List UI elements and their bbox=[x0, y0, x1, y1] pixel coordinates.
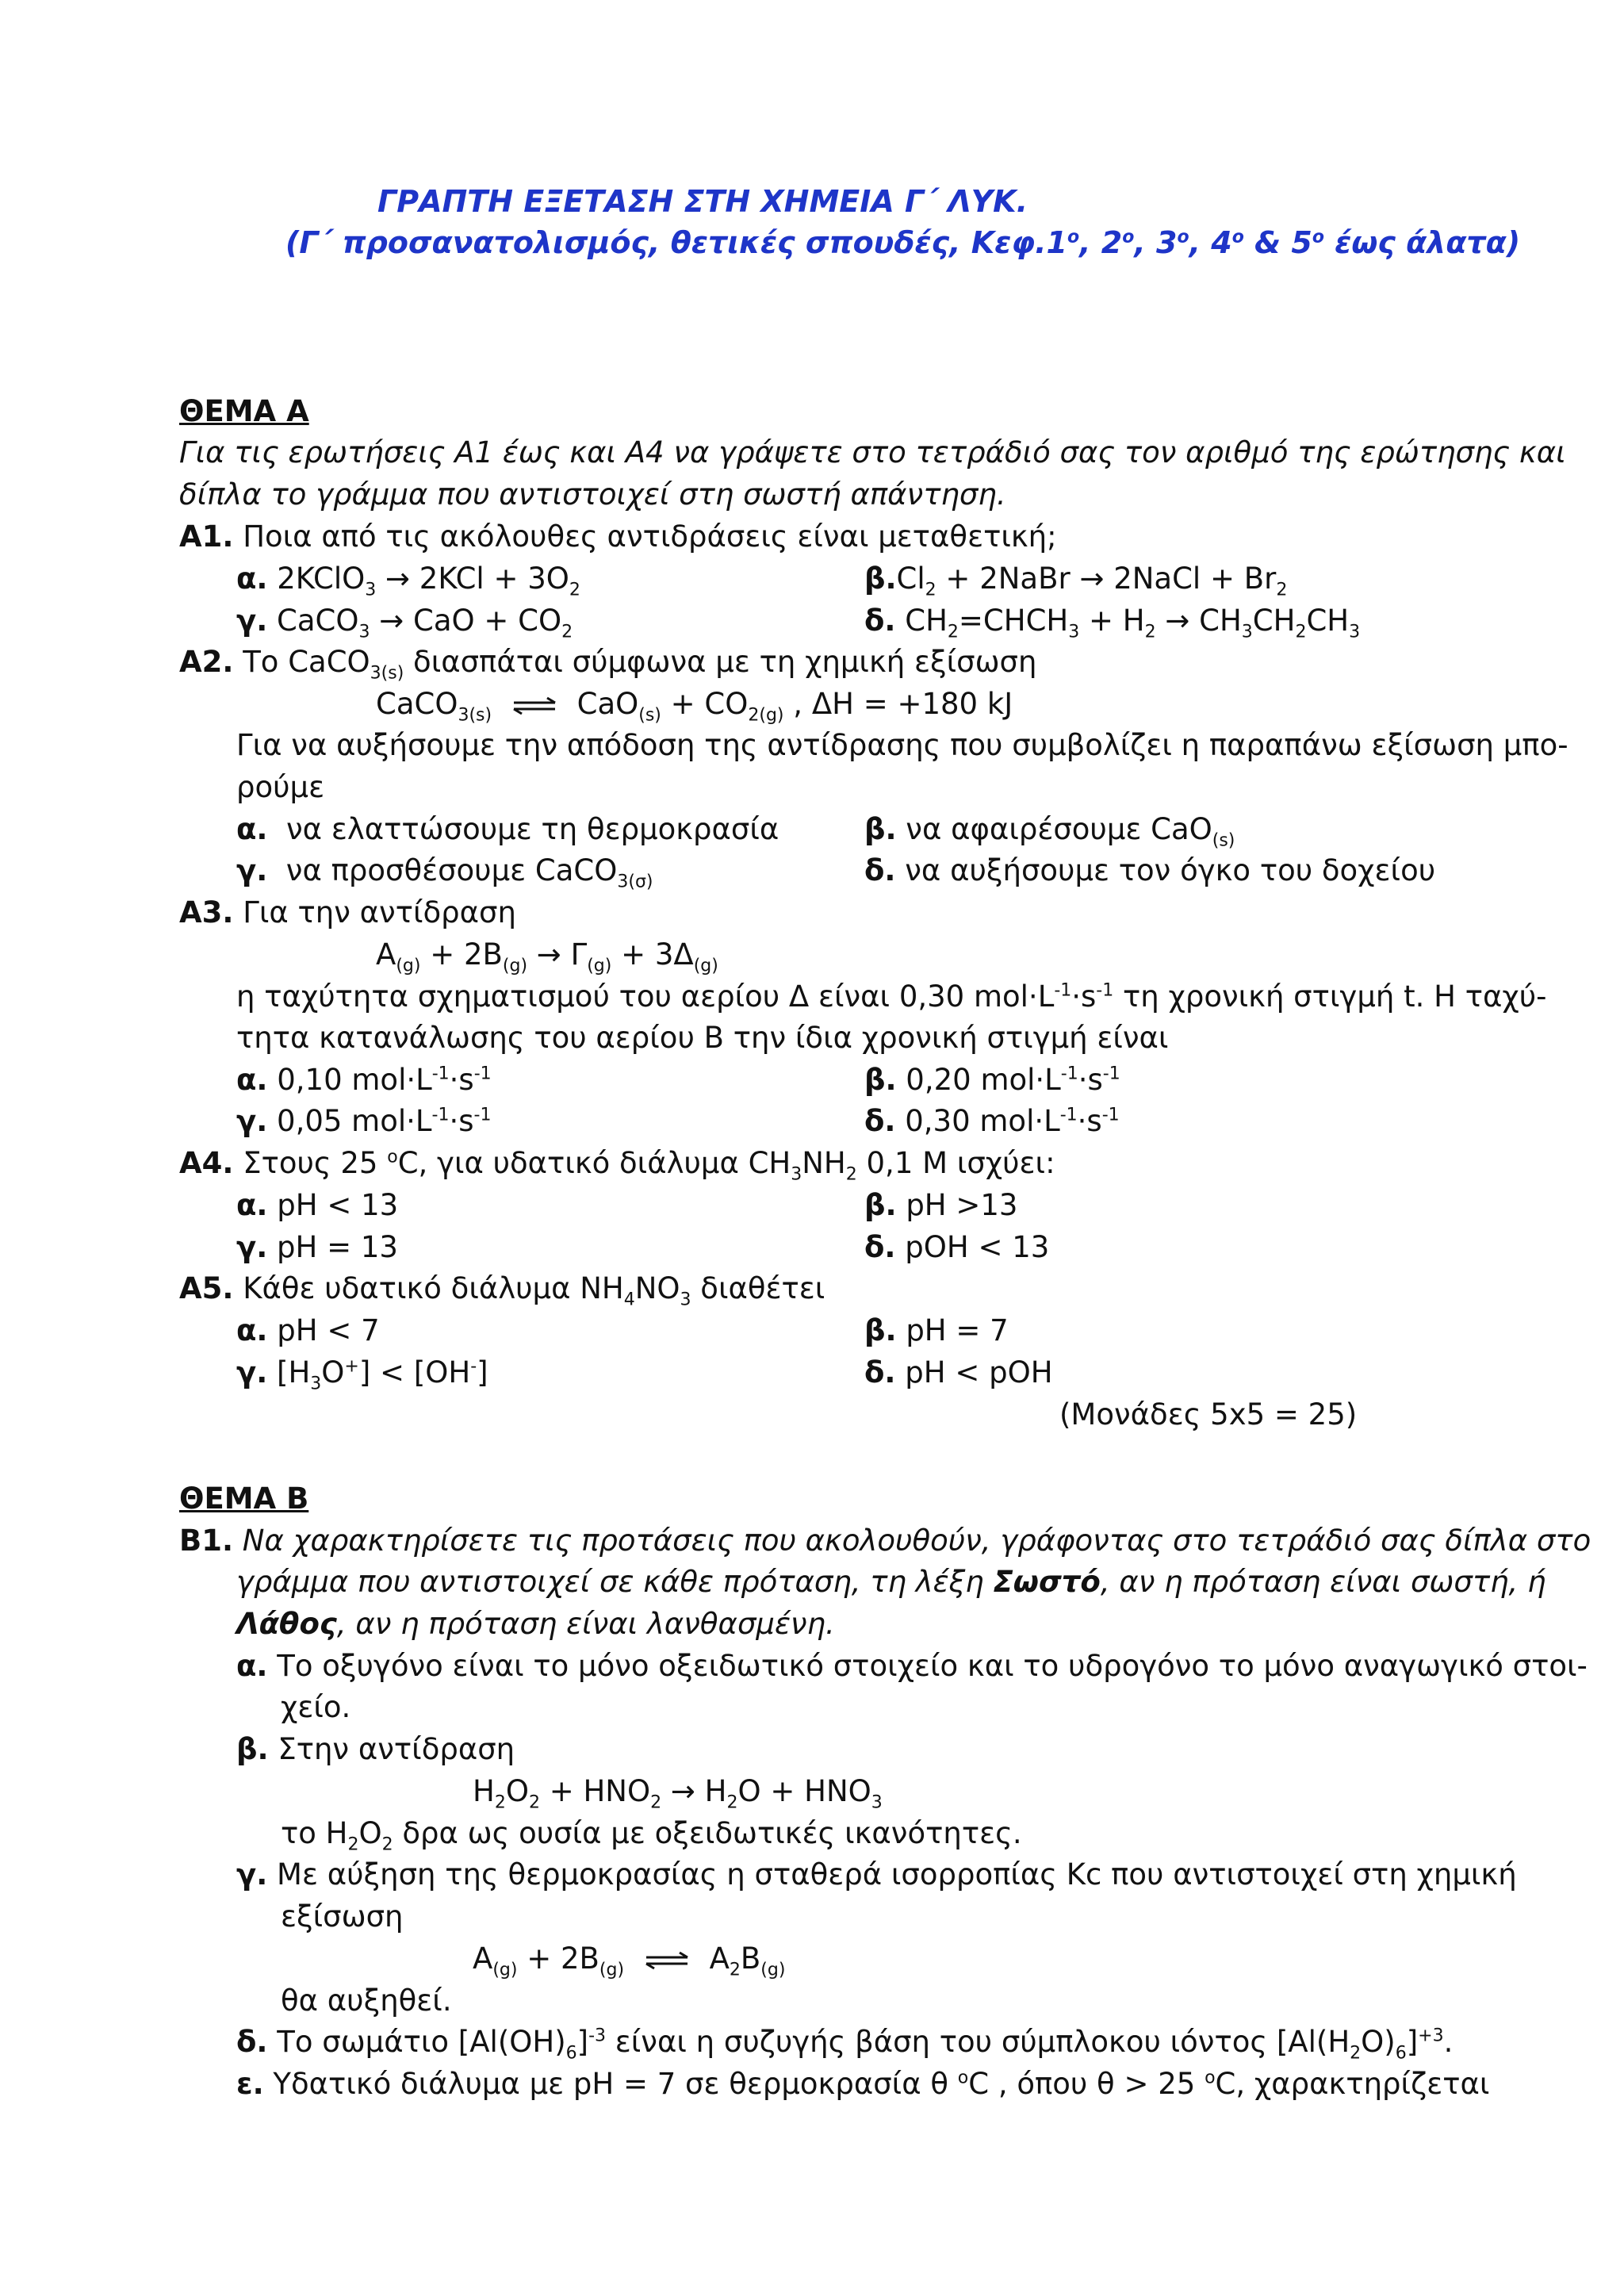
option-label: δ. bbox=[864, 1104, 896, 1138]
option-text: pH = 7 bbox=[906, 1313, 1009, 1347]
a2-label: Α2. bbox=[179, 645, 234, 679]
option-text: pH < pOH bbox=[905, 1355, 1053, 1389]
a1-question bbox=[179, 516, 1057, 558]
item-label: γ. bbox=[236, 1857, 268, 1892]
b1-line-1 bbox=[179, 1520, 1591, 1562]
a2-option-c: γ. να προσθέσουμε CaCO$_{3(\sigma)}$ bbox=[236, 853, 653, 892]
b1-line-3 bbox=[236, 1603, 835, 1645]
option-label: α. bbox=[236, 562, 268, 596]
a5-option-a bbox=[236, 1309, 380, 1351]
option-label: β. bbox=[864, 1063, 897, 1097]
a3-text-2: τητα κατανάλωσης του αερίου B την ίδια χρονική στιγμή είναι bbox=[236, 1021, 1169, 1055]
option-label: α. bbox=[236, 1188, 268, 1222]
a5-option-b bbox=[864, 1309, 1009, 1351]
a1-option-b: $\beta.Cl_2$ + 2NaBr → 2NaCl + $Br_2$ bbox=[864, 562, 1288, 600]
option-text: pH >13 bbox=[906, 1188, 1018, 1222]
a3-option-c: γ. 0,05 $mol\cdot L^{-1}\cdot s^{-1}$ bbox=[236, 1104, 492, 1138]
word-wrong: Λάθος bbox=[236, 1607, 337, 1641]
a3-equation: $A_{(g)} + 2B_{(g)} \to \Gamma_{(g)} + 3\Delta_{(g)}$ bbox=[376, 937, 718, 976]
theme-b-heading: ΘΕΜΑ Β bbox=[179, 1481, 309, 1516]
option-label: γ. bbox=[236, 853, 268, 887]
b1-item-a bbox=[236, 1645, 1588, 1687]
b1-text-3b: , αν η πρόταση είναι λανθασμένη. bbox=[336, 1607, 835, 1641]
word-correct: Σωστό bbox=[993, 1565, 1101, 1599]
theme-a-intro-2: δίπλα το γράμμα που αντιστοιχεί στη σωστή απάντηση. bbox=[179, 477, 1006, 512]
option-text: να ελαττώσουμε τη θερμοκρασία bbox=[286, 812, 779, 846]
option-label: β. bbox=[864, 562, 897, 596]
a1-option-c: γ. CaCO$_3$ → CaO + $CO_2$ bbox=[236, 604, 573, 642]
item-text: Το οξυγόνο είναι το μόνο οξειδωτικό στοιχείο και το υδρογόνο το μόνο αναγωγικό στοι- bbox=[277, 1649, 1588, 1683]
item-label: α. bbox=[236, 1649, 268, 1683]
b1-text-2a: γράμμα που αντιστοιχεί σε κάθε πρόταση, τη λέξη bbox=[236, 1565, 994, 1599]
option-label: α. bbox=[236, 1313, 268, 1347]
a1-label: Α1. bbox=[179, 519, 234, 554]
option-text: pH < 7 bbox=[277, 1313, 380, 1347]
option-label: γ. bbox=[236, 1230, 268, 1264]
a3-option-d: δ. 0,30 $mol\cdot L^{-1}\cdot s^{-1}$ bbox=[864, 1104, 1120, 1138]
a2-text-1: Για να αυξήσουμε την απόδοση της αντίδρασης που συμβολίζει η παραπάνω εξίσωση μπο- bbox=[236, 728, 1568, 762]
item-label: ε. bbox=[236, 2067, 264, 2101]
b1-item-e: ε. Υδατικό διάλυμα με pH = 7 σε θερμοκρασία θ $^o$C , όπου θ > 25 $^o$C, χαρακτηρίζεται bbox=[236, 2067, 1490, 2101]
option-text: να αυξήσουμε τον όγκο του δοχείου bbox=[905, 853, 1436, 887]
option-label: δ. bbox=[864, 853, 896, 887]
equilibrium-arrow-icon bbox=[511, 696, 558, 715]
option-label: δ. bbox=[864, 1230, 896, 1264]
a2-question: Α2. Το CaCO$_{3(s)}$ διασπάται σύμφωνα με τη χημική εξίσωση bbox=[179, 645, 1037, 684]
b1-text-1: Να χαρακτηρίσετε τις προτάσεις που ακολουθούν, γράφοντας στο τετράδιό σας δίπλα στο bbox=[242, 1524, 1591, 1558]
option-label: γ. bbox=[236, 604, 268, 638]
a5-question: Α5. Κάθε υδατικό διάλυμα $NH_4NO_3$ διαθέτει bbox=[179, 1271, 825, 1310]
theme-a-intro-1: Για τις ερωτήσεις Α1 έως και Α4 να γράψετε στο τετράδιό σας τον αριθμό της ερώτησης και bbox=[179, 435, 1566, 470]
theme-a-marks: (Μονάδες 5x5 = 25) bbox=[1059, 1397, 1358, 1432]
option-label: α. bbox=[236, 812, 268, 846]
b1-item-b-cont: το $H_2O_2$ δρα ως ουσία με οξειδωτικές ικανότητες. bbox=[281, 1816, 1022, 1855]
option-text: pH = 13 bbox=[277, 1230, 398, 1264]
option-label: β. bbox=[864, 812, 897, 846]
a2-option-d bbox=[864, 849, 1435, 891]
option-label: α. bbox=[236, 1063, 268, 1097]
a3-label: Α3. bbox=[179, 895, 234, 930]
b1-item-a-cont: χείο. bbox=[281, 1690, 351, 1724]
item-text: Στην αντίδραση bbox=[278, 1732, 515, 1766]
a2-option-b: β. να αφαιρέσουμε CaO$_{(s)}$ bbox=[864, 812, 1235, 851]
a4-option-b bbox=[864, 1184, 1017, 1226]
b1-text-2b: , αν η πρόταση είναι σωστή, ή bbox=[1100, 1565, 1546, 1599]
a3-question-text: Για την αντίδραση bbox=[243, 895, 516, 930]
b1-item-b-equation: $H_2O_2 + HNO_2 \to H_2O + HNO_3$ bbox=[473, 1774, 883, 1813]
a4-option-a bbox=[236, 1184, 398, 1226]
a2-equation: CaCO$_{3(s)}$ $CaO_{(s)} + CO_{2(g)}$ , ΔH = +180 kJ bbox=[376, 687, 1013, 726]
b1-label: Β1. bbox=[179, 1524, 234, 1558]
b1-item-c-end: θα αυξηθεί. bbox=[281, 1984, 452, 2018]
a2-text-2: ρούμε bbox=[236, 770, 325, 804]
option-label: δ. bbox=[864, 604, 896, 638]
option-label: γ. bbox=[236, 1355, 268, 1389]
a5-option-c: γ. $[H_3O^+] < [OH^-]$ bbox=[236, 1355, 488, 1394]
a4-option-d bbox=[864, 1226, 1049, 1268]
item-label: β. bbox=[236, 1732, 269, 1766]
item-text: Με αύξηση της θερμοκρασίας η σταθερά ισορροπίας Kc που αντιστοιχεί στη χημική bbox=[277, 1857, 1517, 1892]
b1-item-d: δ. Το σωμάτιο $[Al(OH)_6]^{-3}$ είναι η συζυγής βάση του σύμπλοκου ιόντος $[Al(H_2O)_6]^{+3}$. bbox=[236, 2025, 1454, 2064]
option-label: β. bbox=[864, 1313, 897, 1347]
item-label: δ. bbox=[236, 2025, 268, 2059]
a1-option-a: α. 2KClO$_3$ → $2KCl + 3O_2$ bbox=[236, 562, 580, 600]
a3-option-b: β. 0,20 $mol\cdot L^{-1}\cdot s^{-1}$ bbox=[864, 1063, 1120, 1097]
option-text: pH < 13 bbox=[277, 1188, 399, 1222]
a3-text-1: η ταχύτητα σχηματισμού του αερίου Δ είναι 0,30 $mol\cdot L^{-1}\cdot s^{-1}$ τη χρονική στιγμή t. Η ταχύ- bbox=[236, 979, 1547, 1014]
page-subtitle: (Γ΄ προσανατολισμός, θετικές σπουδές, $K\varepsilon\varphi.1^o$, $2^o$, $3^o$, $4^o$ & $5^o$ έως άλατα) bbox=[285, 225, 1521, 260]
a2-option-a bbox=[236, 808, 779, 850]
b1-item-c-cont: εξίσωση bbox=[281, 1899, 404, 1934]
option-label: β. bbox=[864, 1188, 897, 1222]
a4-question: Α4. Στους 25 $^o$C, για υδατικό διάλυμα $CH_3NH_2$ 0,1 M ισχύει: bbox=[179, 1146, 1055, 1185]
b1-item-b bbox=[236, 1728, 515, 1770]
a1-option-d: δ. $CH_2=CHCH_3 + H_2 \to CH_3CH_2CH_3$ bbox=[864, 604, 1361, 642]
b1-line-2 bbox=[236, 1561, 1546, 1603]
page-title: ΓΡΑΠΤΗ ΕΞΕΤΑΣΗ ΣΤΗ ΧΗΜΕΙΑ Γ΄ ΛΥΚ. bbox=[377, 184, 1028, 219]
a4-label: Α4. bbox=[179, 1146, 234, 1180]
option-label: γ. bbox=[236, 1104, 268, 1138]
option-text: pOH < 13 bbox=[905, 1230, 1050, 1264]
a4-option-c bbox=[236, 1226, 398, 1268]
a3-option-a: α. 0,10 $mol\cdot L^{-1}\cdot s^{-1}$ bbox=[236, 1063, 492, 1097]
a5-label: Α5. bbox=[179, 1271, 234, 1305]
equilibrium-arrow-icon bbox=[643, 1951, 691, 1970]
a5-option-d bbox=[864, 1351, 1053, 1393]
a3-question bbox=[179, 891, 516, 933]
option-label: δ. bbox=[864, 1355, 896, 1389]
a1-question-text: Ποια από τις ακόλουθες αντιδράσεις είναι μεταθετική; bbox=[243, 519, 1057, 554]
theme-a-heading: ΘΕΜΑ Α bbox=[179, 394, 309, 428]
b1-item-c bbox=[236, 1853, 1517, 1895]
b1-item-c-equation: $A_{(g)} + 2B_{(g)}$ $A_2B_{(g)}$ bbox=[473, 1941, 786, 1980]
